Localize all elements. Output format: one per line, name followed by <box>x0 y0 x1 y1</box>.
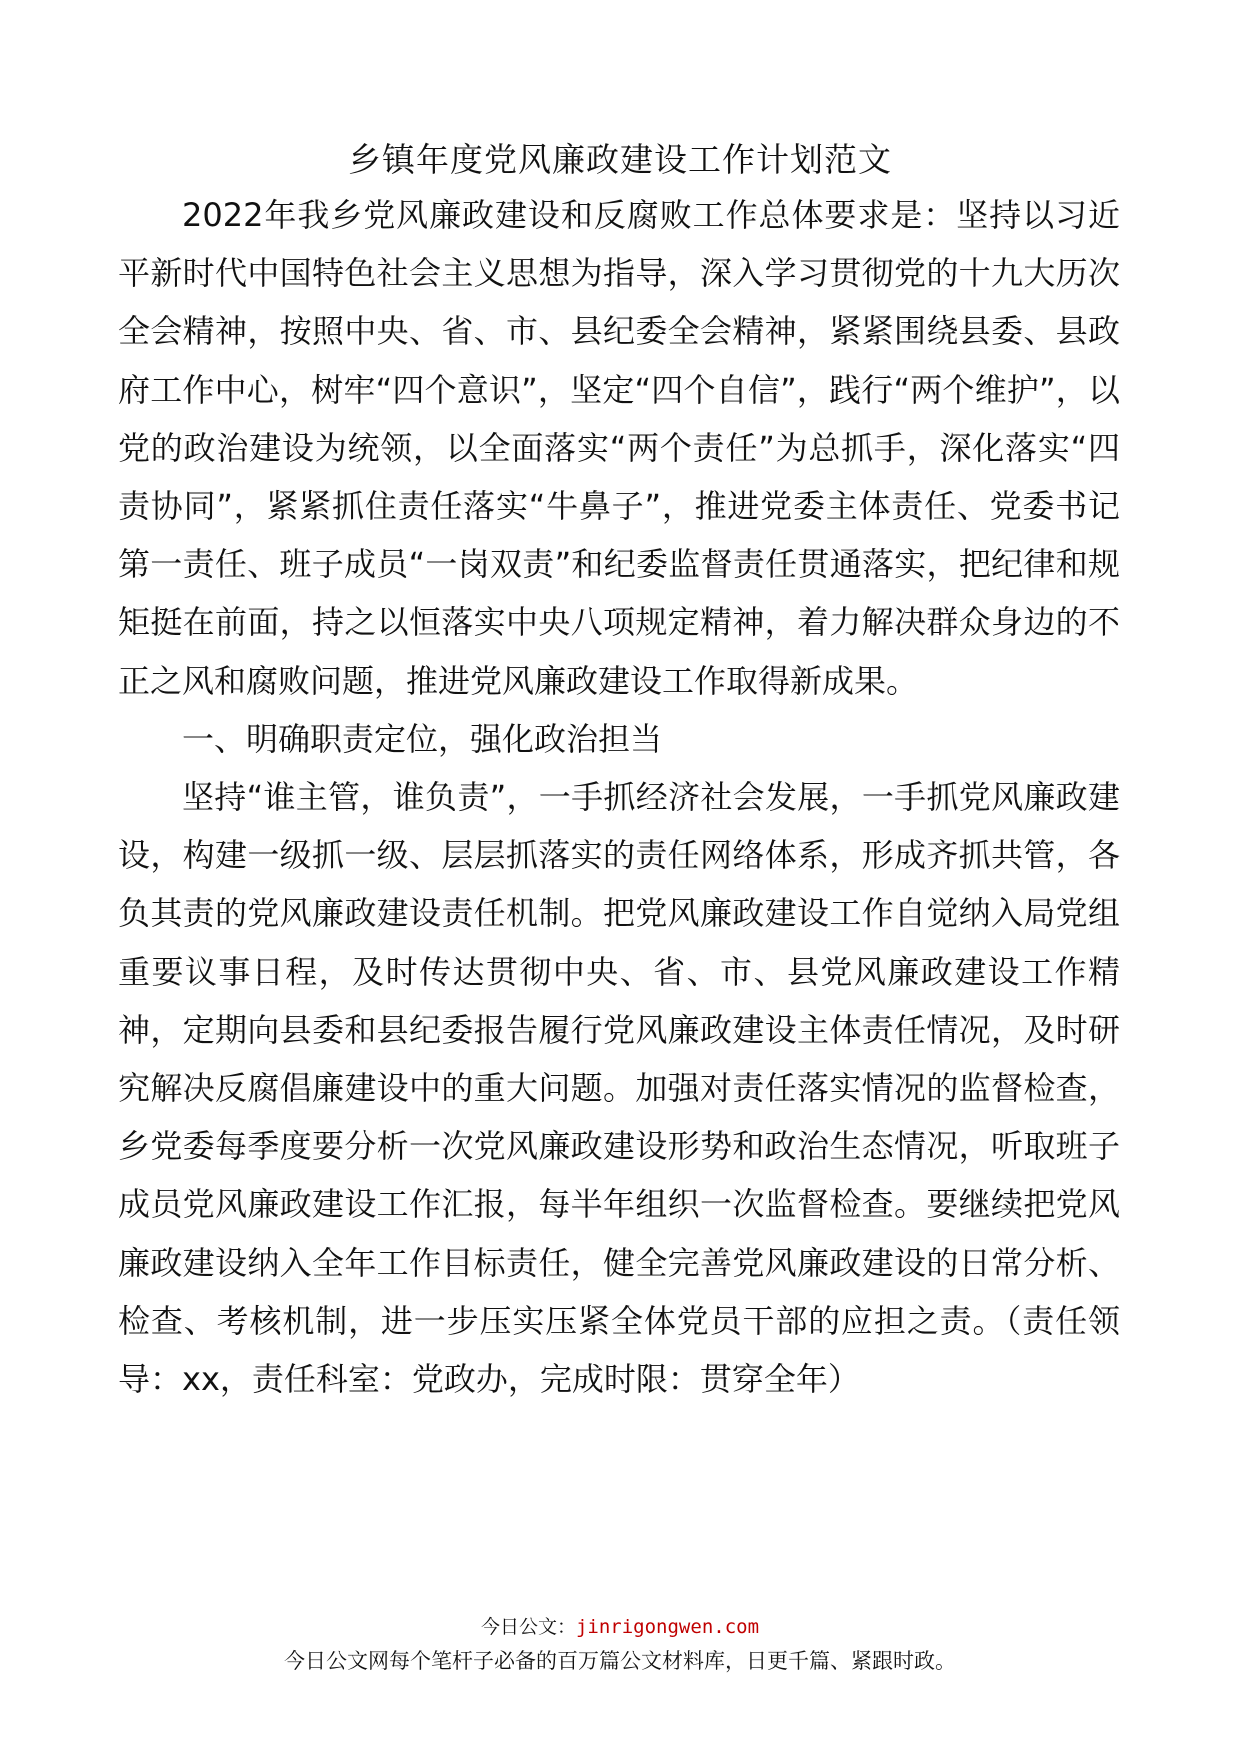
section-heading: 一、明确职责定位，强化政治担当 <box>182 719 663 758</box>
section-paragraph: 坚持“谁主管，谁负责”，一手抓经济社会发展，一手抓党风廉政建设，构建一级抓一级、层层抓落实的责任网络体系，形成齐抓共管，各负其责的党风廉政建设责任机制。把党风廉政建设工作自觉纳入局党组重要议事日程，及时传达贯彻中央、省、市、县党风廉政建设工作精神，定期向县委和县纪委报告履行党风廉政建设主体责任情况，及时研究解决反腐倡廉建设中的重大问题。加强对责任落实情况的监督检查，乡党委每季度要分析一次党风廉政建设形势和政治生态情况，听取班子成员党风廉政建设工作汇报，每半年组织一次监督检查。要继续把党风廉政建设纳入全年工作目标责任，健全完善党风廉政建设的日常分析、检查、考核机制，进一步压实压紧全体党员干部的应担之责。（责任领导：xx，责任科室：党政办，完成时限：贯穿全年） <box>118 778 1120 1399</box>
document-body <box>118 186 1120 1408</box>
footer-site-link[interactable]: jinrigongwen.com <box>575 1616 760 1638</box>
footer-slogan: 今日公文网每个笔杆子必备的百万篇公文材料库，日更千篇、紧跟时政。 <box>284 1649 956 1673</box>
document-title: 乡镇年度党风廉政建设工作计划范文 <box>348 140 892 179</box>
footer-site-label: 今日公文： <box>480 1616 576 1638</box>
intro-paragraph: 2022年我乡党风廉政建设和反腐败工作总体要求是：坚持以习近平新时代中国特色社会主义思想为指导，深入学习贯彻党的十九大历次全会精神，按照中央、省、市、县纪委全会精神，紧紧围绕县委、县政府工作中心，树牢“四个意识”，坚定“四个自信”，践行“两个维护”，以党的政治建设为统领，以全面落实“两个责任”为总抓手，深化落实“四责协同”，紧紧抓住责任落实“牛鼻子”，推进党委主体责任、党委书记第一责任、班子成员“一岗双责”和纪委监督责任贯通落实，把纪律和规矩挺在前面，持之以恒落实中央八项规定精神，着力解决群众身边的不正之风和腐败问题，推进党风廉政建设工作取得新成果。 <box>118 196 1120 700</box>
footer-site-line <box>0 1614 1240 1640</box>
